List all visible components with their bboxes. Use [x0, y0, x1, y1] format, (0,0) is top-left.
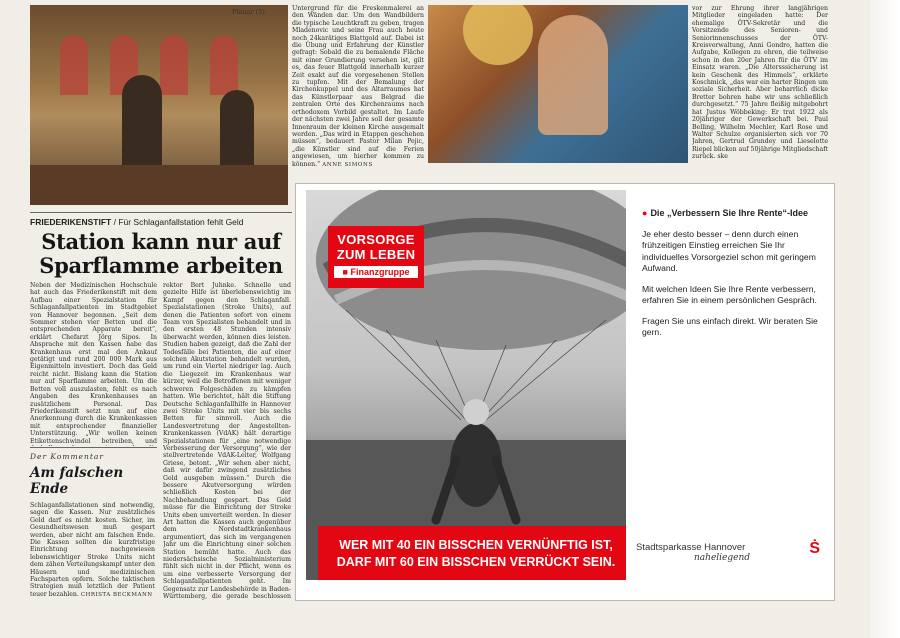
author: ske: [717, 153, 728, 161]
ad-slogan-banner: [318, 526, 626, 580]
column-text: rektor Bert Juhnke. Schnelle und gezielte Hilfe ist überlebenswichtig im Kampf gegen den Schlaganfall. Spezialstationen (Stroke Units), auf denen die Patienten sofort von einem Team von Spezialisten behandelt und in den ersten 48 Stunden intensiv überwacht werden, können dies leisten. Studien haben gezeigt, daß die Zahl der Todesfälle bei Patienten, die auf einer solchen Akutstation behandelt wurden, um rund ein Viertel niedriger lag. Auch die Liegezeit im Krankenhaus war kürzer, weil die Betroffenen mit weniger schweren Folgeschäden zu kämpfen hatten. Wie berichtet, hält die Stiftung Deutsche Schlaganfallhilfe in Hannover zwei Stroke Units mit vier bis sechs Betten für sinnvoll. Auch die Landesvertretung der Angestellten-Krankenkassen (VdAK) hält derartige Spezialstationen für „eine notwendige Verbesserung der Versorgung“, wie der stellvertretende VdAK-Leiter, Wolfgang Griese, betont. „Wir sehen aber nicht, daß wir dafür zwingend zusätzliches Geld ausgeben müssen.“ Durch die bessere Akutversorgung würden schließlich Kosten bei der Nachbehandlung gespart. Das Geld müsse für die Einrichtung der Stroke Units eben umverteilt werden. In dieser Art hatten die Kassen auch gegenüber dem Nordstadtkrankenhaus argumentiert, das sich im vergangenen Jahr um die Einrichtung einer solchen Station bemüht hatte. Auch das niedersächsische Sozialministerium fühlt sich nicht in der Pflicht, wenn es um eine verbesserte Versorgung der Schlaganfallpatienten geht. Im Gegensatz zur Landesbehörde in Baden-Württemberg, die gerade beschlossen: [163, 282, 291, 600]
fresco-arch: [60, 35, 88, 95]
headline-line: Station kann nur auf: [41, 229, 281, 254]
commentary-box: [30, 452, 155, 598]
column-text: Untergrund für die Freskenmalerei an den Wänden dar. Um den Wandbildern die typische Leuchtkraft zu geben, tragen Mladenovic und seine Frau auch heute noch 24karätiges Blattgold auf. Dabei ist die Übung und Erfahrung der Künstler gefragt: Sobald die zu bemalende Fläche mit einer Grundierung versehen ist, gilt es, das feuer Blattgold innerhalb kurzer Zeit exakt auf die vorgesehenen Stellen zu tupfen. Mit der Bemalung der Kirchenkuppel und des Altarraumes hat das Künstlerpaar aus Belgrad die zentralen Orte des Kirchenraums nach orthodoxem Vorbild gestaltet. Im Laufe der nächsten zwei Jahre soll der gesamte Innenraum der kleinen Kirche ausgemalt werden. „Das wird in Etappen geschehen müssen“, bedauert Pastor Milan Pejic, „die Künstler sind auf die Ferien angewiesen, um hierher kommen zu können.“: [292, 5, 424, 168]
commentary-title: Am falschen Ende: [30, 465, 124, 497]
badge-line: VORSORGE: [337, 232, 415, 247]
bullet-icon: ●: [642, 208, 648, 218]
article-column-middle: [292, 5, 424, 177]
photo-credit: Plänar (5): [232, 8, 265, 16]
sparkasse-s-icon: Ṡ: [809, 540, 820, 557]
vorsorge-badge: [328, 226, 424, 288]
ad-title: [642, 208, 827, 220]
ad-copy: [642, 208, 827, 339]
commentary-text: [30, 502, 155, 612]
sparkasse-logo: [636, 542, 826, 563]
bank-slogan: naheliegend: [694, 553, 751, 563]
badge-brand-text: Finanzgruppe: [350, 267, 410, 277]
author: ANNE SIMONS: [322, 161, 373, 168]
floor: [30, 165, 288, 205]
article-column-1: [30, 282, 157, 446]
church-photo: [30, 5, 288, 205]
sparkasse-s-icon: ■: [342, 267, 348, 277]
article-kicker: [30, 217, 244, 227]
halo: [463, 5, 533, 65]
headline-line: Sparflamme arbeiten: [39, 253, 283, 278]
article-column-2: [163, 282, 291, 600]
ad-paragraph: Fragen Sie uns einfach direkt. Wir beraten Sie gern.: [642, 315, 818, 337]
column-text: Neben der Medizinischen Hochschule hat auch das Friederikenstift mit dem Aufbau einer Spezialstation für Schlaganfallpatienten im Stadtgebiet von Hannover begonnen. „Seit dem Sommer stehen vier Betten und die entsprechenden Apparate bereit“, erklärt Chefarzt Jörg Sipos. In Absprache mit den Kassen habe das Krankenhaus erst mal den Ankauf getätigt und rund 200 000 Mark aus Eigenmitteln investiert. Doch das Geld reicht nicht. Bislang kann die Station nur auf Sparflamme arbeiten. Um die Betten voll auszulasten, fehlt es nach Angaben des Krankenhauses an zusätzlichem Personal. Das Friederikenstift setzt nun auf eine Anerkennung durch die Krankenkassen mit entsprechender finanzieller Unterstützung. „Wir wollen keinen Etikettenschwindel betreiben, und: [30, 282, 157, 445]
badge-brand: [334, 266, 418, 278]
badge-line: ZUM LEBEN: [336, 247, 416, 262]
fresco-figure: [538, 15, 608, 135]
divider: [30, 447, 157, 448]
parasailing-photo: [306, 190, 626, 580]
page-edge: [870, 0, 900, 638]
fresco-arch: [210, 35, 238, 95]
banner-line: DARF MIT 60 EIN BISSCHEN VERRÜCKT SEIN.: [336, 555, 616, 569]
person-head: [463, 399, 489, 425]
kicker-bold: FRIEDERIKENSTIFT: [30, 217, 112, 227]
article-column-right: [692, 5, 828, 177]
divider: [30, 212, 292, 213]
ad-title-text: Die „Verbessern Sie Ihre Rente“-Idee: [650, 208, 809, 218]
fresco-photo: [428, 5, 688, 163]
article-headline: [30, 230, 292, 278]
column-text: vor zur Ehrung ihrer langjährigen Mitglieder eingeladen hatte: Der ehemalige ÖTV-Sekretär und die Vorsitzende des Senioren- und Seniorinnenschusses der ÖTV-Kreisverwaltung, Anni Gondro, hatten die Aufgabe, Kollegen zu ehren, die teilweise schon in den 20er Jahren für die ÖTV im Einsatz waren. „Die Altersssicherung ist kein Geschenk des Himmels“, erklärte Koschmick, „das war ein harter Ringen um soziale Sicherheit. Aber beharrlich dicke Bretter bohren habe wir uns schließlich durchgesetzt.“ 75 Jahre fleißig mitgebohrt hat Justus Wöbbeking: Er trat 1922 als 20jähriger der Gewerkschaft bei. Paul Belling, Wilhelm Mechler, Karl Rose und Walter Schulze organisierten sich vor 70 Jahren, Gertrud Grundey und Lieselotte Riepel blicken auf 50jährige Mitgliedschaft zurück.: [692, 5, 828, 161]
commentary-kicker: Der Kommentar: [30, 452, 104, 461]
fresco-arch: [160, 35, 188, 95]
sparkasse-advertisement: [295, 183, 835, 601]
author: CHRISTA BECKMANN: [80, 591, 153, 598]
kicker-rest: / Für Schlaganfallstation fehlt Geld: [111, 217, 244, 227]
bank-name: Stadtsparkasse Hannover: [636, 542, 746, 553]
ad-paragraph: Je eher desto besser – denn durch einen frühzeitigen Einstieg erreichen Sie Ihr individuelles Vorsorgeziel schon mit geringem Aufwand.: [642, 228, 816, 273]
banner-line: WER MIT 40 EIN BISSCHEN VERNÜNFTIG IST,: [339, 538, 613, 552]
column-text: Schlaganfallstationen sind notwendig, sagen die Kassen. Nur zusätzliches Geld darf es nicht kosten. Sicher, im Gesundheitswesen muß gespart werden, aber nicht am falschen Ende. Die Kassen sollten die kurzfristige Einrichtung nachgewiesen lebenswichtiger Stroke Units nicht dem zähen Verteilungskampf unter den Häusern und medizinischen Fachsparten opfern. Solche taktischen Strategien muß letztlich der Patient teuer bezahlen.: [30, 502, 155, 598]
ad-paragraph: Mit welchen Ideen Sie Ihre Rente verbessern, erfahren Sie in einem persönlichen Gespräch.: [642, 283, 817, 305]
